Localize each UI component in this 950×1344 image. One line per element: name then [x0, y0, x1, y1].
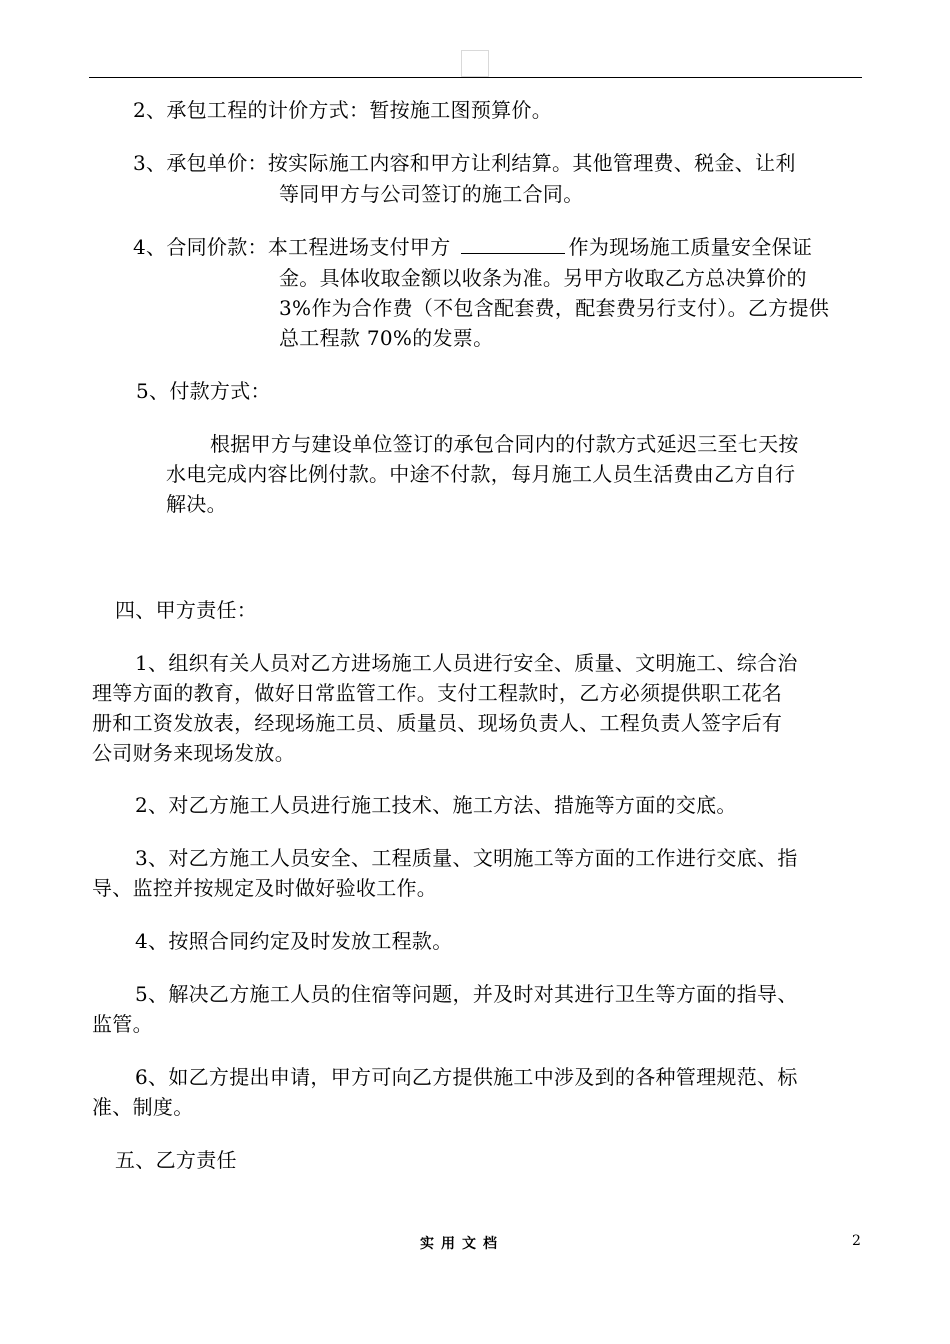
contract-price-line-4: 总工程款 70%的发票。: [279, 326, 494, 350]
payment-method-heading: 5、付款方式：: [136, 379, 271, 403]
payment-clause-unit-price: 3、承包单价：按实际施工内容和甲方让利结算。其他管理费、税金、让利: [133, 151, 796, 175]
contract-price-text-b: 作为现场施工质量安全保证: [568, 235, 813, 259]
party-a-duty-1-line-4: 公司财务来现场发放。: [92, 741, 295, 765]
party-a-duty-1-line-1: 1、组织有关人员对乙方进场施工人员进行安全、质量、文明施工、综合治: [135, 651, 798, 675]
payment-clause-contract-price: [133, 232, 812, 263]
contract-price-text-a: 4、合同价款：本工程进场支付甲方: [133, 235, 451, 259]
payment-method-line-2: 水电完成内容比例付款。中途不付款，每月施工人员生活费由乙方自行: [166, 462, 796, 486]
party-a-duty-6-line-1: 6、如乙方提出申请，甲方可向乙方提供施工中涉及到的各种管理规范、标: [135, 1065, 798, 1089]
party-a-duty-2: 2、对乙方施工人员进行施工技术、施工方法、措施等方面的交底。: [135, 793, 737, 817]
party-a-duty-3-line-2: 导、监控并按规定及时做好验收工作。: [92, 876, 438, 900]
deposit-amount-blank: [461, 233, 565, 254]
page-number: 2: [852, 1233, 861, 1249]
party-a-duty-5-line-2: 监管。: [92, 1012, 153, 1036]
party-a-duty-1-line-3: 册和工资发放表，经现场施工员、质量员、现场负责人、工程负责人签字后有: [92, 711, 783, 735]
footer-label: 实用文档: [420, 1236, 504, 1252]
party-a-duty-3-line-1: 3、对乙方施工人员安全、工程质量、文明施工等方面的工作进行交底、指: [135, 846, 798, 870]
header-rule: [89, 77, 862, 78]
section-five-heading: 五、乙方责任: [115, 1148, 237, 1172]
payment-method-line-3: 解决。: [166, 492, 227, 516]
payment-clause-unit-price-cont: 等同甲方与公司签订的施工合同。: [279, 182, 584, 206]
payment-method-line-1: 根据甲方与建设单位签订的承包合同内的付款方式延迟三至七天按: [210, 432, 799, 456]
header-box: [461, 50, 489, 77]
party-a-duty-5-line-1: 5、解决乙方施工人员的住宿等问题，并及时对其进行卫生等方面的指导、: [135, 982, 798, 1006]
contract-price-line-2: 金。具体收取金额以收条为准。另甲方收取乙方总决算价的: [279, 266, 807, 290]
contract-price-line-3: 3%作为合作费（不包含配套费，配套费另行支付）。乙方提供: [279, 296, 830, 320]
section-four-heading: 四、甲方责任：: [115, 598, 258, 622]
party-a-duty-1-line-2: 理等方面的教育，做好日常监管工作。支付工程款时，乙方必须提供职工花名: [92, 681, 783, 705]
party-a-duty-4: 4、按照合同约定及时发放工程款。: [135, 929, 453, 953]
payment-clause-pricing: 2、承包工程的计价方式：暂按施工图预算价。: [133, 98, 553, 122]
party-a-duty-6-line-2: 准、制度。: [92, 1095, 194, 1119]
